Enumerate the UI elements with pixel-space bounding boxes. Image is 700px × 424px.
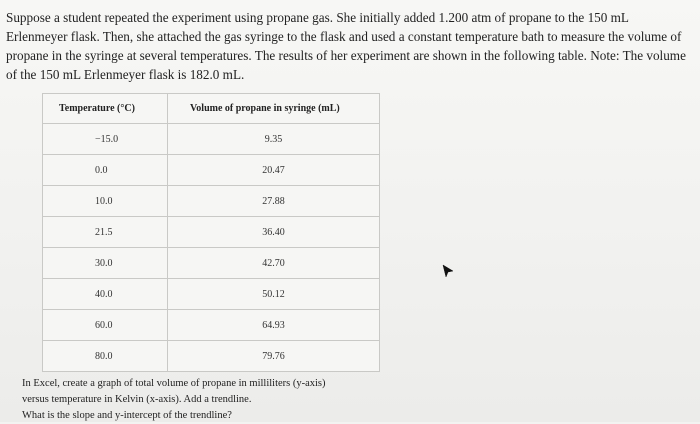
volume-cell: 50.12 bbox=[168, 279, 380, 310]
intro-line: Suppose a student repeated the experiment using propane gas. She initially added 1.200 atm of propane to the 150 mL bbox=[6, 10, 629, 25]
volume-cell: 42.70 bbox=[168, 248, 380, 279]
temperature-cell: 0.0 bbox=[43, 155, 168, 186]
column-header-volume: Volume of propane in syringe (mL) bbox=[168, 94, 380, 124]
temperature-cell: 30.0 bbox=[43, 248, 168, 279]
question-line: What is the slope and y-intercept of the trendline? bbox=[22, 410, 232, 421]
problem-intro bbox=[6, 8, 696, 84]
intro-line: propane in the syringe at several temperatures. The results of her experiment are shown in the following table. Note: The volume bbox=[6, 48, 686, 63]
table-row bbox=[43, 310, 380, 341]
table-row bbox=[43, 124, 380, 155]
volume-cell: 9.35 bbox=[168, 124, 380, 155]
temperature-cell: −15.0 bbox=[43, 124, 168, 155]
mouse-cursor-icon bbox=[442, 264, 454, 278]
table-row bbox=[43, 279, 380, 310]
column-header-temperature: Temperature (°C) bbox=[43, 94, 168, 124]
table-header-row bbox=[43, 94, 380, 124]
table-row bbox=[43, 186, 380, 217]
temperature-cell: 60.0 bbox=[43, 310, 168, 341]
table-row bbox=[43, 341, 380, 372]
temperature-cell: 40.0 bbox=[43, 279, 168, 310]
volume-cell: 20.47 bbox=[168, 155, 380, 186]
volume-cell: 36.40 bbox=[168, 217, 380, 248]
volume-cell: 27.88 bbox=[168, 186, 380, 217]
temperature-cell: 80.0 bbox=[43, 341, 168, 372]
data-table bbox=[42, 93, 380, 372]
volume-cell: 64.93 bbox=[168, 310, 380, 341]
volume-cell: 79.76 bbox=[168, 341, 380, 372]
question-text bbox=[22, 376, 352, 424]
intro-line: Erlenmeyer flask. Then, she attached the gas syringe to the flask and used a constant temperature bath to measure the volume of bbox=[6, 29, 682, 44]
intro-line: of the 150 mL Erlenmeyer flask is 182.0 mL. bbox=[6, 67, 245, 82]
question-line: In Excel, create a graph of total volume of propane in milliliters (y-axis) versus temperature in Kelvin (x-axis). Add a trendline. bbox=[22, 378, 326, 405]
temperature-cell: 21.5 bbox=[43, 217, 168, 248]
table-row bbox=[43, 217, 380, 248]
table-row bbox=[43, 155, 380, 186]
temperature-cell: 10.0 bbox=[43, 186, 168, 217]
table-row bbox=[43, 248, 380, 279]
